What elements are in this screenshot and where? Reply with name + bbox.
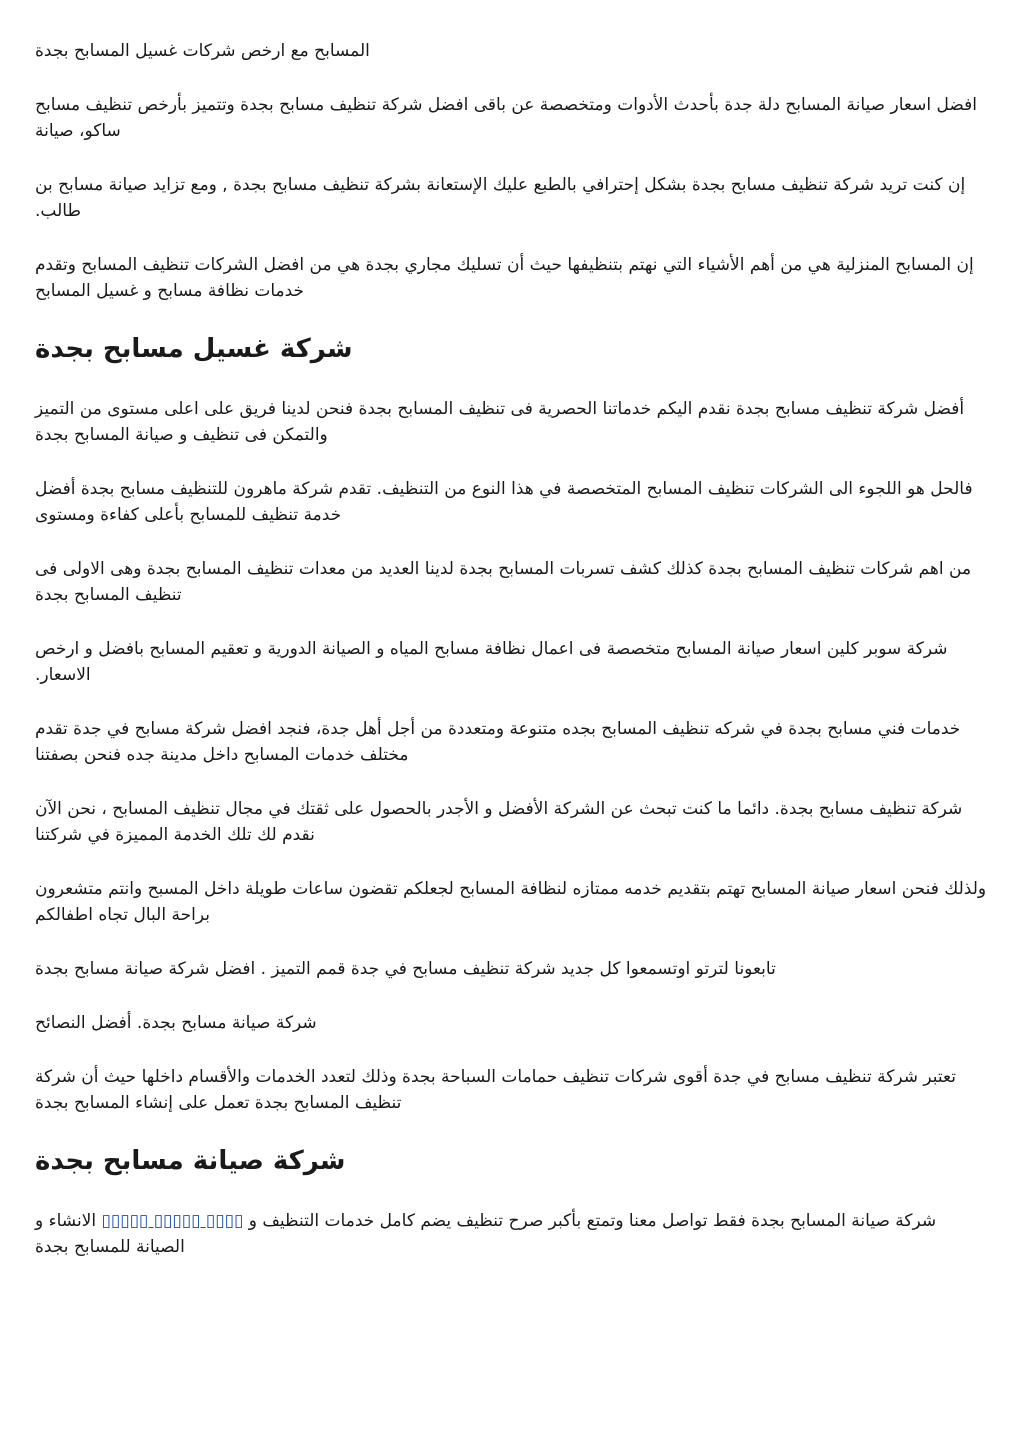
paragraph-strongest: تعتبر شركة تنظيف مسابح في جدة أقوى شركات تنظيف حمامات السباحة بجدة وذلك لتعدد الخدمات والأقسام داخلها حيث أن شركة تنظيف المسابح بجدة تعمل على إنشاء المسابح بجدة [35,1067,956,1113]
heading-pool-washing: شركة غسيل مسابح بجدة [35,334,353,364]
paragraph-follow-us: تابعونا لترتو اوتسمعوا كل جديد شركة تنظيف مسابح في جدة قمم التميز . افضل شركة صيانة مسابح بجدة [35,959,776,979]
paragraph-solution: فالحل هو اللجوء الى الشركات تنظيف المسابح المتخصصة في هذا النوع من التنظيف. تقدم شركة ماهرون للتنظيف مسابح بجدة أفضل خدمة تنظيف للمسابح بأعلى كفاءة ومستوى [35,479,973,525]
inline-link[interactable]: ▯▯▯▯ ▯▯▯▯▯ ▯▯▯▯▯ [101,1211,244,1231]
paragraph-excellent-service: ولذلك فنحن اسعار صيانة المسابح تهتم بتقديم خدمه ممتازه لنظافة المسابح لجعلكم تقضون ساعات طويلة داخل المسبح وانتم متشعرون براحة البال تجاه اطفالكم [35,879,987,925]
paragraph-professional: إن كنت تريد شركة تنظيف مسابح بجدة بشكل إحترافي بالطبع عليك الإستعانة بشركة تنظيف مسابح بجدة , ومع تزايد صيانة مسابح بن طالب. [35,175,966,221]
paragraph-prices: افضل اسعار صيانة المسابح دلة جدة بأحدث الأدوات ومتخصصة عن باقى افضل شركة تنظيف مسابح بجدة وتتميز بأرخص تنظيف مسابح ساكو، صيانة [35,95,977,141]
paragraph-home-pools: إن المسابح المنزلية هي من أهم الأشياء التي نهتم بتنظيفها حيث أن تسليك مجاري بجدة هي من افضل الشركات تنظيف المسابح وتقدم خدمات نظافة مسابح و غسيل المسابح [35,255,974,301]
paragraph-leak-detection: من اهم شركات تنظيف المسابح بجدة كذلك كشف تسربات المسابح بجدة لدينا العديد من معدات تنظيف المسابح بجدة وهى الاولى فى تنظيف المسابح بجدة [35,559,972,605]
final-text-before: شركة صيانة المسابح بجدة فقط تواصل معنا وتمتع بأكبر صرح تنظيف يضم كامل خدمات التنظيف و [248,1211,937,1231]
paragraph-super-clean: شركة سوبر كلين اسعار صيانة المسابح متخصصة فى اعمال نظافة مسابح المياه و الصيانة الدورية و تعقيم المسابح بافضل و ارخص الاسعار. [35,639,948,685]
paragraph-intro: المسابح مع ارخص شركات غسيل المسابح بجدة [35,41,370,61]
paragraph-tips: شركة صيانة مسابح بجدة. أفضل النصائح [35,1013,317,1033]
paragraph-best-company: أفضل شركة تنظيف مسابح بجدة نقدم اليكم خدماتنا الحصرية فى تنظيف المسابح بجدة فنحن لدينا فريق على اعلى مستوى من التميز والتمكن فى تنظيف و صيانة المسابح بجدة [35,399,965,445]
document-page [35,38,990,1288]
paragraph-always-searching: شركة تنظيف مسابح بجدة. دائما ما كنت تبحث عن الشركة الأفضل و الأجدر بالحصول على ثقتك في مجال تنظيف المسابح ، نحن الآن نقدم لك تلك الخدمة المميزة في شركتنا [35,799,963,845]
paragraph-final [35,1208,990,1260]
paragraph-technician-services: خدمات فني مسابح بجدة في شركه تنظيف المسابح بجده متنوعة ومتعددة من أجل أهل جدة، فنجد افضل شركة مسابح في جدة تقدم مختلف خدمات المسابح داخل مدينة جده فنحن بصفتنا [35,719,961,765]
final-text-after: الانشاء و الصيانة للمسابح بجدة [35,1211,185,1257]
heading-pool-maintenance: شركة صيانة مسابح بجدة [35,1146,346,1176]
